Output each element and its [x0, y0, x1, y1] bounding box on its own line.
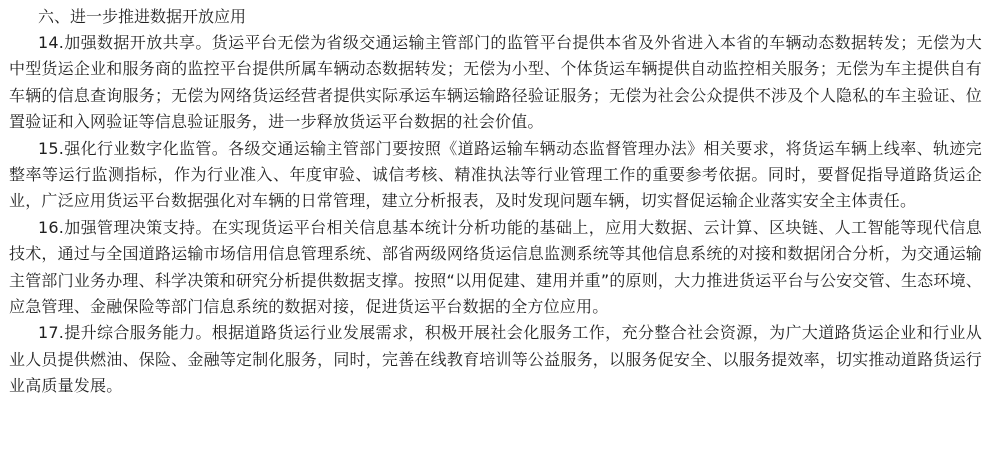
- paragraph-decision-support: 16.加强管理决策支持。在实现货运平台相关信息基本统计分析功能的基础上，应用大数据、云计算、区块链、人工智能等现代信息技术，通过与全国道路运输市场信用信息管理系统、部省两级网络货运信息监测系统等其他信息系统的对接和数据闭合分析，为交通运输主管部门业务办理、科学决策和研究分析提供数据支撑。按照“以用促建、建用并重”的原则，大力推进货运平台与公安交管、生态环境、应急管理、金融保险等部门信息系统的数据对接，促进货运平台数据的全方位应用。: [9, 217, 982, 317]
- paragraph-digital-supervision: 15.强化行业数字化监管。各级交通运输主管部门要按照《道路运输车辆动态监督管理办法》相关要求，将货运车辆上线率、轨迹完整率等运行监测指标，作为行业准入、年度审验、诚信考核、精准执法等行业管理工作的重要参考依据。同时，要督促指导道路货运企业，广泛应用货运平台数据强化对车辆的日常管理，建立分析报表，及时发现问题车辆，切实督促运输企业落实安全主体责任。: [9, 138, 982, 211]
- paragraph-data-sharing: 14.加强数据开放共享。货运平台无偿为省级交通运输主管部门的监管平台提供本省及外省进入本省的车辆动态数据转发；无偿为大中型货运企业和服务商的监控平台提供所属车辆动态数据转发；无偿为小型、个体货运车辆提供自动监控相关服务；无偿为车主提供自有车辆的信息查询服务；无偿为网络货运经营者提供实际承运车辆运输路径验证服务；无偿为社会公众提供不涉及个人隐私的车主验证、位置验证和入网验证等信息验证服务，进一步释放货运平台数据的社会价值。: [9, 33, 982, 132]
- paragraph-service-capability: 17.提升综合服务能力。根据道路货运行业发展需求，积极开展社会化服务工作，充分整合社会资源，为广大道路货运企业和行业从业人员提供燃油、保险、金融等定制化服务，同时，完善在线教育培训等公益服务，以服务促安全、以服务提效率，切实推动道路货运行业高质量发展。: [9, 323, 982, 396]
- section-heading: 六、进一步推进数据开放应用: [38, 7, 247, 26]
